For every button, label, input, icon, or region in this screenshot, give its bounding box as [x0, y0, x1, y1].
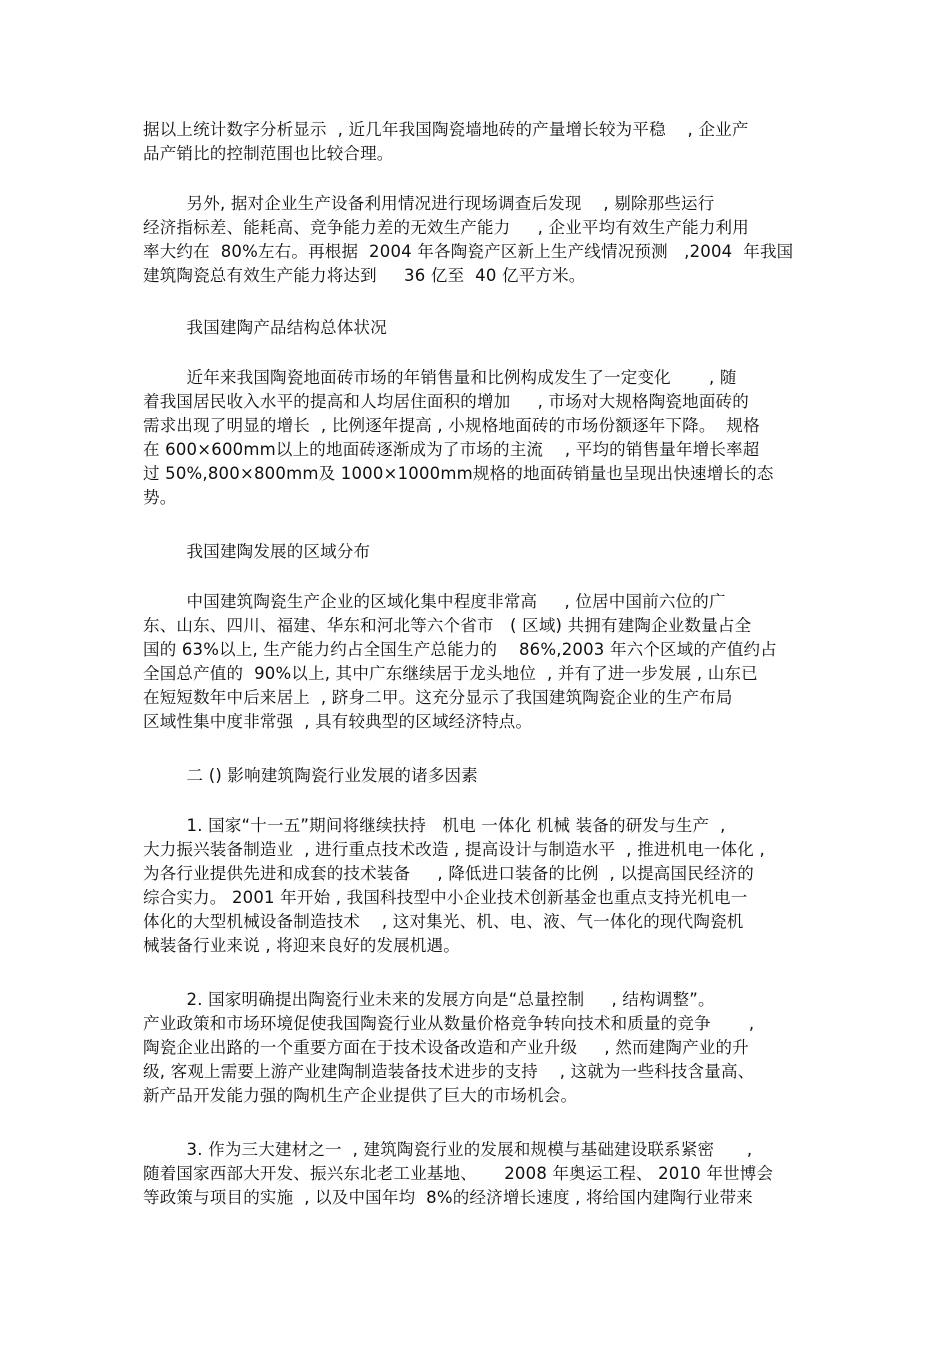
text-line: 3. 作为三大建材之一 , 建筑陶瓷行业的发展和规模与基础建设联系紧密 , [143, 1140, 753, 1159]
text-line: 1. 国家“十一五”期间将继续扶持 机电 一体化 机械 装备的研发与生产 , [143, 816, 726, 835]
text-line: 在短短数年中后来居上 , 跻身二甲。这充分显示了我国建筑陶瓷企业的生产布局 [143, 688, 733, 707]
text-line: 国的 63%以上, 生产能力约占全国生产总能力的 86%,2003 年六个区域的产值约占 [143, 640, 777, 659]
text-line: 全国总产值的 90%以上, 其中广东继续居于龙头地位 , 并有了进一步发展 , 山东已 [143, 664, 758, 683]
section-heading: 我国建陶产品结构总体状况 [143, 318, 387, 337]
text-line: 随着国家西部大开发、振兴东北老工业基地、 2008 年奥运工程、 2010 年世博会 [143, 1164, 774, 1183]
text-line: 产业政策和市场环境促使我国陶瓷行业从数量价格竞争转向技术和质量的竞争 , [143, 1014, 755, 1033]
text-line: 新产品开发能力强的陶机生产企业提供了巨大的市场机会。 [143, 1086, 578, 1105]
text-line: 为各行业提供先进和成套的技术装备 , 降低进口装备的比例 , 以提高国民经济的 [143, 864, 754, 883]
text-line: 2. 国家明确提出陶瓷行业未来的发展方向是“总量控制 , 结构调整”。 [143, 990, 715, 1009]
text-line: 需求出现了明显的增长 , 比例逐年提高 , 小规格地面砖的市场份额逐年下降。 规格 [143, 416, 760, 435]
text-line: 区域性集中度非常强 , 具有较典型的区域经济特点。 [143, 712, 533, 731]
section-heading: 我国建陶发展的区域分布 [143, 542, 371, 561]
text-line: 另外, 据对企业生产设备利用情况进行现场调查后发现 , 剔除那些运行 [143, 194, 715, 213]
text-line: 械装备行业来说 , 将迎来良好的发展机遇。 [143, 936, 460, 955]
text-line: 在 600×600mm以上的地面砖逐渐成为了市场的主流 , 平均的销售量年增长率超 [143, 440, 760, 459]
text-line: 着我国居民收入水平的提高和人均居住面积的增加 , 市场对大规格陶瓷地面砖的 [143, 392, 749, 411]
text-line: 大力振兴装备制造业 , 进行重点技术改造 , 提高设计与制造水平 , 推进机电一体化 , [143, 840, 765, 859]
text-line: 近年来我国陶瓷地面砖市场的年销售量和比例构成发生了一定变化 , 随 [143, 368, 737, 387]
text-line: 据以上统计数字分析显示 , 近几年我国陶瓷墙地砖的产量增长较为平稳 , 企业产 [143, 120, 749, 139]
section-heading: 二 () 影响建筑陶瓷行业发展的诸多因素 [143, 766, 478, 785]
text-line: 东、山东、四川、福建、华东和河北等六个省市 ( 区域) 共拥有建陶企业数量占全 [143, 616, 752, 635]
text-line: 综合实力。 2001 年开始 , 我国科技型中小企业技术创新基金也重点支持光机电一 [143, 888, 748, 907]
text-line: 率大约在 80%左右。再根据 2004 年各陶瓷产区新上生产线情况预测 ,2004 年我国 [143, 242, 794, 261]
text-line: 级, 客观上需要上游产业建陶制造装备技术进步的支持 , 这就为一些科技含量高、 [143, 1062, 755, 1081]
text-line: 等政策与项目的实施 , 以及中国年均 8%的经济增长速度 , 将给国内建陶行业带来 [143, 1188, 753, 1207]
text-line: 中国建筑陶瓷生产企业的区域化集中程度非常高 , 位居中国前六位的广 [143, 592, 726, 611]
text-line: 建筑陶瓷总有效生产能力将达到 36 亿至 40 亿平方米。 [143, 266, 586, 285]
text-line: 陶瓷企业出路的一个重要方面在于技术设备改造和产业升级 , 然而建陶产业的升 [143, 1038, 749, 1057]
text-line: 势。 [143, 488, 177, 507]
text-line: 经济指标差、能耗高、竞争能力差的无效生产能力 , 企业平均有效生产能力利用 [143, 218, 749, 237]
text-line: 体化的大型机械设备制造技术 , 这对集光、机、电、液、气一体化的现代陶瓷机 [143, 912, 744, 931]
text-line: 过 50%,800×800mm及 1000×1000mm规格的地面砖销量也呈现出快速增长的态 [143, 464, 774, 483]
text-line: 品产销比的控制范围也比较合理。 [143, 144, 394, 163]
